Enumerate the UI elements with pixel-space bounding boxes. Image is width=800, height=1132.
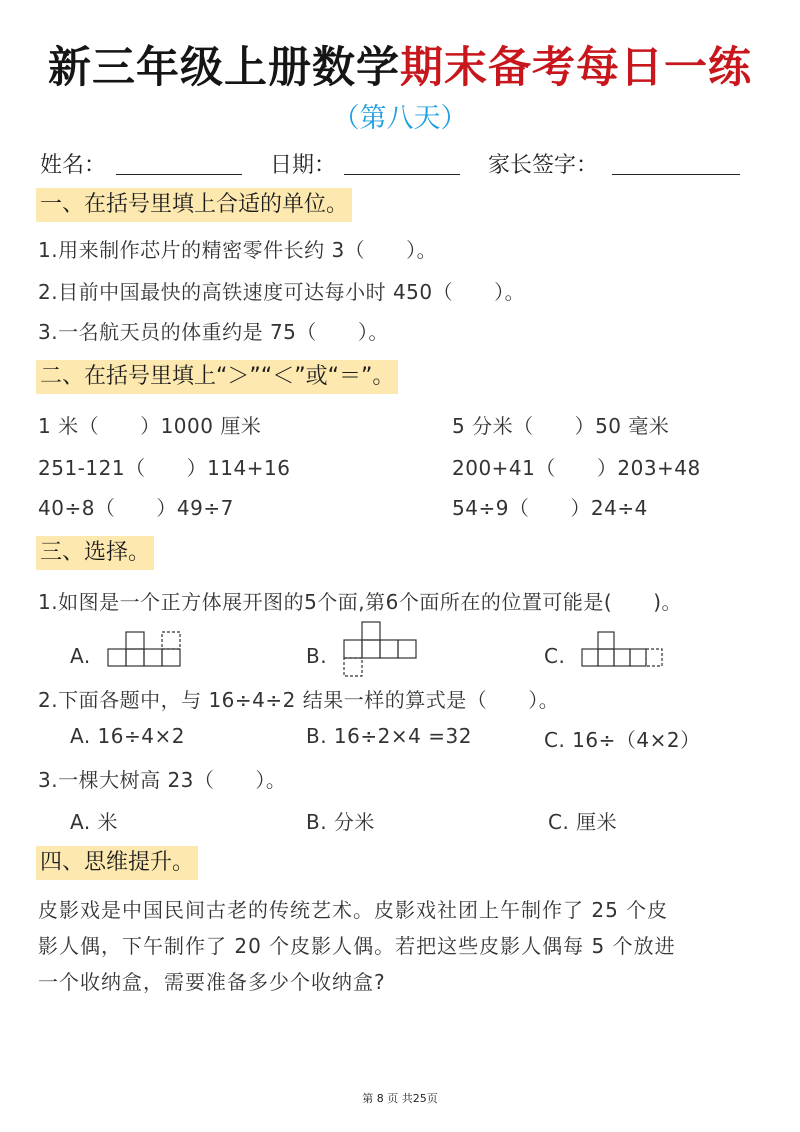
title-part-2: 期末备考每日一练: [400, 43, 752, 93]
name-label: 姓名：: [40, 153, 107, 178]
word-problem-paragraph: [38, 892, 768, 1000]
section-1-question-1: 1.用来制作芯片的精密零件长约 3（ ）。: [38, 238, 438, 262]
word-problem-line-3: 一个收纳盒，需要准备多少个收纳盒?: [38, 970, 386, 994]
compare-right-3: 54÷9（ ）24÷4: [452, 496, 648, 520]
cube-net-b-figure: [342, 620, 418, 678]
page-subtitle: （第八天）: [332, 103, 468, 134]
section-2-heading: 二、在括号里填上“＞”“＜”或“＝”。: [36, 360, 398, 394]
q3-option-c[interactable]: C. 厘米: [548, 810, 618, 834]
q1-option-b-label[interactable]: B.: [306, 644, 328, 668]
cube-net-c-figure: [580, 628, 666, 668]
section-3-heading: 三、选择。: [36, 536, 154, 570]
compare-left-3: 40÷8（ ）49÷7: [38, 496, 234, 520]
q2-option-c[interactable]: C. 16÷（4×2）: [544, 728, 701, 752]
compare-left-1: 1 米（ ）1000 厘米: [38, 414, 262, 438]
word-problem-line-1: 皮影戏是中国民间古老的传统艺术。皮影戏社团上午制作了 25 个皮: [38, 898, 669, 922]
compare-right-2: 200+41（ ）203+48: [452, 456, 701, 480]
date-blank[interactable]: [344, 174, 460, 175]
date-label: 日期：: [270, 153, 337, 178]
section-4-heading: 四、思维提升。: [36, 846, 198, 880]
word-problem-line-2: 影人偶，下午制作了 20 个皮影人偶。若把这些皮影人偶每 5 个放进: [38, 934, 676, 958]
q1-option-c-label[interactable]: C.: [544, 644, 566, 668]
parent-signature-blank[interactable]: [612, 174, 740, 175]
page-footer: 第 8 页 共25页: [362, 1092, 438, 1105]
section-1-question-3: 3.一名航天员的体重约是 75（ ）。: [38, 320, 389, 344]
page-title: [0, 34, 800, 95]
title-part-1: 新三年级上册数学: [48, 43, 400, 93]
q3-option-b[interactable]: B. 分米: [306, 810, 375, 834]
choice-question-1: 1.如图是一个正方体展开图的5个面,第6个面所在的位置可能是( )。: [38, 590, 682, 614]
section-1-question-2: 2.目前中国最快的高铁速度可达每小时 450（ ）。: [38, 280, 526, 304]
q2-option-b[interactable]: B. 16÷2×4 =32: [306, 724, 472, 748]
compare-left-2: 251-121（ ）114+16: [38, 456, 291, 480]
q3-option-a[interactable]: A. 米: [70, 810, 119, 834]
choice-question-2: 2.下面各题中，与 16÷4÷2 结果一样的算式是（ ）。: [38, 688, 560, 712]
section-1-heading: 一、在括号里填上合适的单位。: [36, 188, 352, 222]
q2-option-a[interactable]: A. 16÷4×2: [70, 724, 185, 748]
compare-right-1: 5 分米（ ）50 毫米: [452, 414, 670, 438]
q1-option-a-label[interactable]: A.: [70, 644, 91, 668]
name-blank[interactable]: [116, 174, 242, 175]
parent-signature-label: 家长签字：: [488, 153, 599, 178]
choice-question-3: 3.一棵大树高 23（ ）。: [38, 768, 287, 792]
cube-net-a-figure: [106, 628, 182, 668]
